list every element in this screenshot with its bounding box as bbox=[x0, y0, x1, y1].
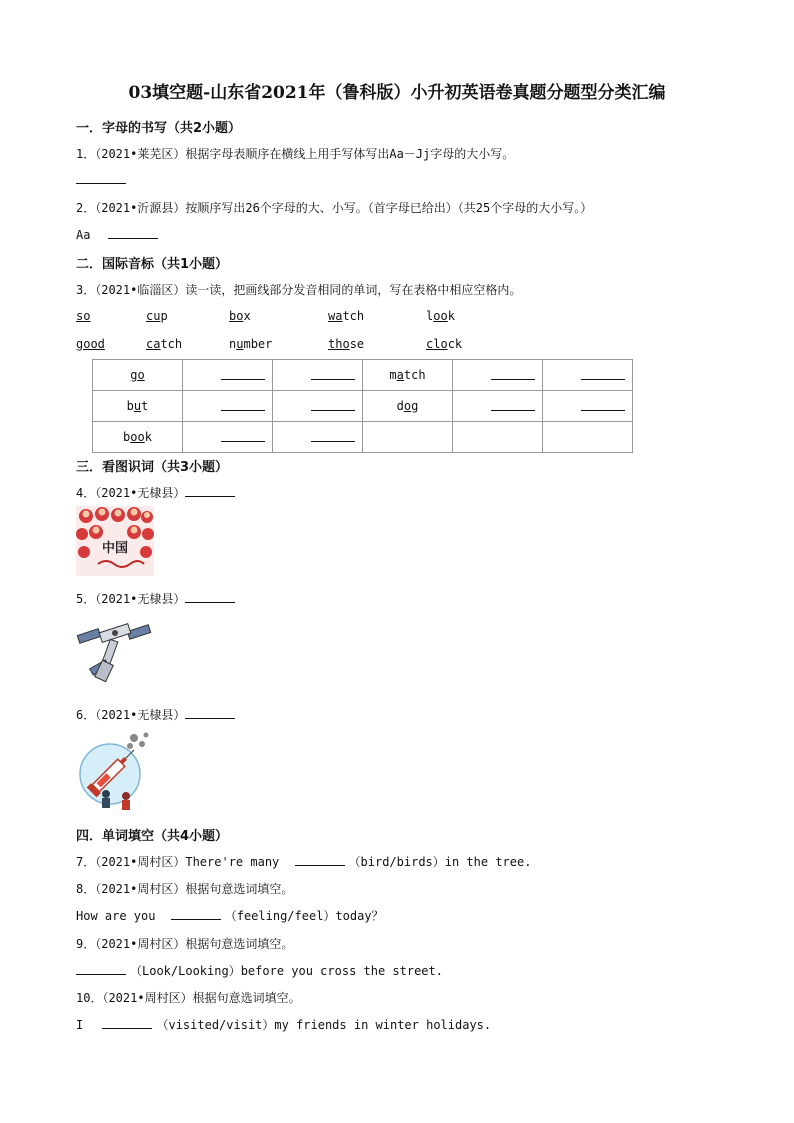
question-9: 9．（2021•周村区）根据句意选词填空。 bbox=[76, 937, 294, 951]
phonetic-word: but bbox=[126, 399, 149, 413]
underlined-sound: o bbox=[403, 399, 412, 413]
word-list-row-2 bbox=[76, 337, 576, 353]
underlined-sound: bo bbox=[229, 309, 244, 323]
question-2: 2．（2021•沂源县）按顺序写出26个字母的大、小写。（首字母已给出）（共25个字母的大小写。） bbox=[76, 201, 593, 215]
table-cell-word bbox=[363, 360, 453, 391]
phonetic-word: match bbox=[389, 368, 426, 382]
underlined-sound: oo bbox=[433, 309, 448, 323]
chinese-women-volleyball-team-icon bbox=[76, 506, 154, 576]
table-cell-blank[interactable] bbox=[543, 391, 633, 422]
answer-blank[interactable] bbox=[185, 485, 235, 497]
table-row bbox=[93, 360, 633, 391]
question-1: 1．（2021•莱芜区）根据字母表顺序在横线上用手写体写出Aa－Jj字母的大小写。 bbox=[76, 147, 515, 161]
section-heading-fill-words: 四．单词填空（共4小题） bbox=[76, 829, 229, 844]
table-cell-blank[interactable] bbox=[453, 391, 543, 422]
question-10: 10．（2021•周村区）根据句意选词填空。 bbox=[76, 991, 301, 1005]
underlined-sound: cu bbox=[146, 309, 161, 323]
table-cell-blank[interactable] bbox=[183, 360, 273, 391]
vaccine-syringe-icon bbox=[76, 730, 156, 812]
question-6: 6．（2021•无棣县） bbox=[76, 706, 239, 723]
table-cell-blank[interactable] bbox=[273, 391, 363, 422]
question-4: 4．（2021•无棣县） bbox=[76, 484, 239, 501]
answer-blank[interactable] bbox=[185, 591, 235, 603]
table-cell-empty bbox=[453, 422, 543, 453]
phonetic-word bbox=[130, 368, 144, 382]
answer-start: Aa bbox=[76, 228, 91, 242]
answer-blank[interactable] bbox=[295, 854, 345, 866]
question-7: 7．（2021•周村区）There're many （bird/birds）in the tree. bbox=[76, 855, 532, 869]
table-cell-word bbox=[93, 391, 183, 422]
space-station-icon bbox=[76, 618, 154, 690]
table-row bbox=[93, 422, 633, 453]
table-cell-word bbox=[93, 360, 183, 391]
phonetic-word: catch bbox=[146, 337, 183, 351]
answer-blank[interactable] bbox=[102, 1017, 152, 1029]
phonetic-word: book bbox=[123, 430, 152, 444]
table-cell-blank[interactable] bbox=[273, 422, 363, 453]
underlined-sound: clo bbox=[426, 337, 448, 351]
question-8-sentence: How are you （feeling/feel）today？ bbox=[76, 909, 384, 923]
question-5: 5．（2021•无棣县） bbox=[76, 590, 239, 607]
phonetics-table bbox=[92, 359, 633, 453]
phonetic-word: cup bbox=[146, 309, 168, 323]
answer-blank[interactable] bbox=[76, 963, 126, 975]
table-cell-word bbox=[93, 422, 183, 453]
underlined-sound: oo bbox=[130, 430, 145, 444]
section-heading-letters: 一．字母的书写（共2小题） bbox=[76, 121, 242, 136]
table-cell-empty bbox=[363, 422, 453, 453]
table-cell-word bbox=[363, 391, 453, 422]
answer-line-1[interactable] bbox=[76, 172, 130, 187]
section-heading-picture-words: 三．看图识词（共3小题） bbox=[76, 460, 229, 475]
phonetic-word: box bbox=[229, 309, 251, 323]
table-cell-blank[interactable] bbox=[273, 360, 363, 391]
answer-line-2[interactable] bbox=[76, 227, 162, 242]
underlined-sound: tho bbox=[328, 337, 350, 351]
page-title: 03填空题-山东省2021年（鲁科版）小升初英语卷真题分题型分类汇编 bbox=[128, 83, 666, 103]
underlined-sound: a bbox=[396, 368, 404, 382]
question-8: 8．（2021•周村区）根据句意选词填空。 bbox=[76, 882, 294, 896]
table-row bbox=[93, 391, 633, 422]
underlined-sound: ca bbox=[146, 337, 161, 351]
underlined-sound: go bbox=[130, 368, 145, 382]
question-9-sentence: （Look/Looking）before you cross the street. bbox=[76, 962, 443, 979]
word-list-row-1 bbox=[76, 309, 576, 325]
underlined-sound: u bbox=[236, 337, 244, 351]
phonetic-word: those bbox=[328, 337, 365, 351]
underlined-sound: so bbox=[76, 309, 91, 323]
question-10-sentence: I （visited/visit）my friends in winter holidays. bbox=[76, 1018, 492, 1032]
table-cell-blank[interactable] bbox=[183, 391, 273, 422]
phonetic-word: look bbox=[426, 309, 455, 323]
underlined-sound: good bbox=[76, 337, 105, 351]
answer-blank[interactable] bbox=[185, 707, 235, 719]
phonetic-word: dog bbox=[396, 399, 419, 413]
underlined-sound: wa bbox=[328, 309, 343, 323]
table-cell-blank[interactable] bbox=[543, 360, 633, 391]
phonetic-word: number bbox=[229, 337, 273, 351]
svg-text:中国: 中国 bbox=[101, 541, 129, 556]
phonetic-word: watch bbox=[328, 309, 365, 323]
table-cell-empty bbox=[543, 422, 633, 453]
underlined-sound: u bbox=[133, 399, 142, 413]
phonetic-word: clock bbox=[426, 337, 463, 351]
section-heading-phonetics: 二．国际音标（共1小题） bbox=[76, 257, 229, 272]
phonetic-word bbox=[76, 309, 90, 323]
answer-blank[interactable] bbox=[171, 908, 221, 920]
table-cell-blank[interactable] bbox=[453, 360, 543, 391]
table-cell-blank[interactable] bbox=[183, 422, 273, 453]
phonetic-word bbox=[76, 337, 105, 351]
question-3: 3．（2021•临淄区）读一读，把画线部分发音相同的单词，写在表格中相应空格内。 bbox=[76, 283, 522, 297]
